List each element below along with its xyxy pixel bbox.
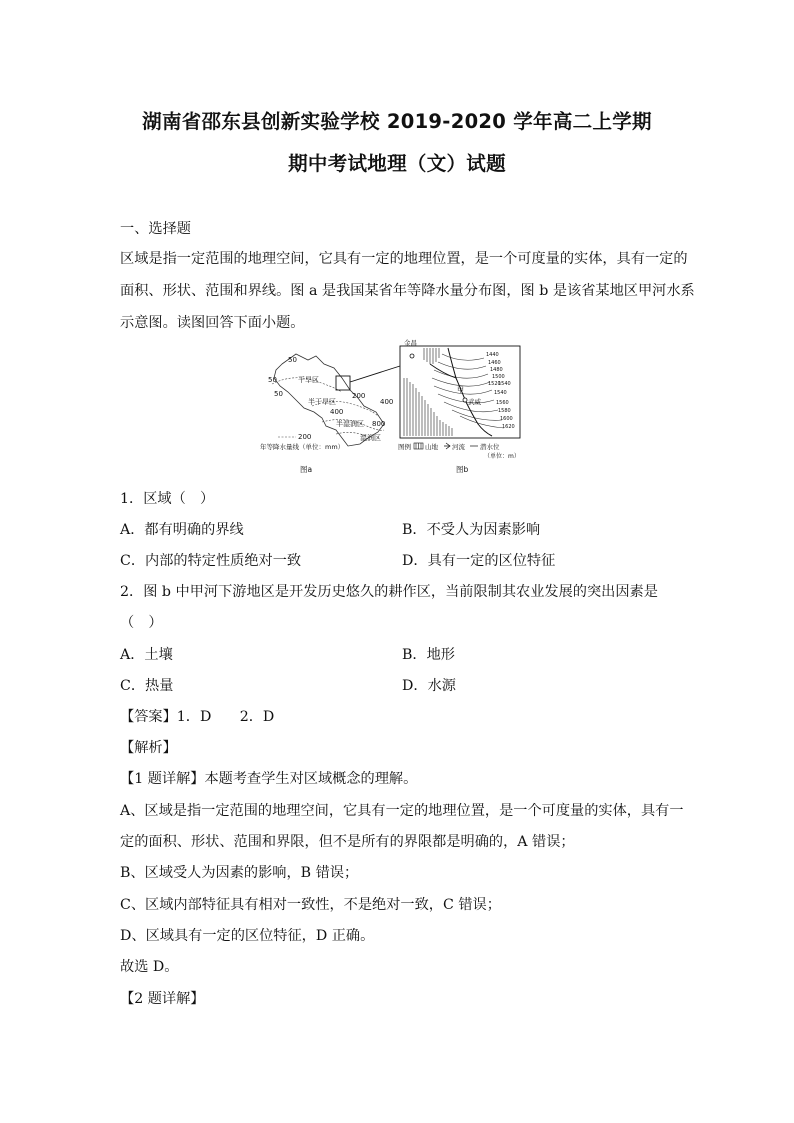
- caption-a: 图a: [300, 465, 313, 474]
- q1-stem: 1．区域（ ）: [120, 491, 215, 507]
- q2-option-c: C．热量: [120, 678, 174, 694]
- label-iso200-a: 200: [352, 392, 366, 400]
- label-humid: 湿润区: [360, 434, 381, 442]
- legend-iso-text: 年等降水量线（单位：mm）: [260, 443, 345, 451]
- q2-option-d: D．水源: [402, 678, 456, 694]
- c1520: 1520: [488, 381, 501, 387]
- legend-river: 河流: [452, 443, 465, 451]
- map-b: [398, 338, 520, 474]
- legend-water: 潜水位: [480, 443, 500, 451]
- legend-unit: （单位：m）: [484, 453, 520, 460]
- legend-iso-value: 200: [298, 433, 312, 441]
- c1440: 1440: [486, 352, 499, 358]
- q1-analysis-heading: 【1 题详解】: [120, 771, 205, 787]
- legend-mountain: 山地: [425, 443, 438, 451]
- section-heading: 一、选择题: [120, 221, 191, 237]
- q1-analysis-line-6: 故选 D。: [120, 959, 179, 975]
- legend-prefix: 图例: [398, 443, 411, 451]
- q1-option-b: B．不受人为因素影响: [402, 522, 541, 538]
- c1580: 1580: [498, 408, 511, 414]
- label-iso400-b: 400: [380, 398, 394, 406]
- label-iso800: 800: [372, 420, 386, 428]
- analysis-heading: 【解析】: [120, 740, 177, 756]
- intro-line-1: 区域是指一定范围的地理空间，它具有一定的地理位置，是一个可度量的实体，具有一定的: [120, 251, 688, 267]
- q1-analysis-lead: [120, 768, 417, 788]
- c1540a: 1540: [498, 381, 511, 387]
- caption-b: 图b: [456, 465, 469, 474]
- selected-region-box: [336, 376, 350, 390]
- q1-analysis-line-5: D、区域具有一定的区位特征，D 正确。: [120, 928, 375, 944]
- q2-option-b: B．地形: [402, 647, 455, 663]
- label-iso50-a: 50: [288, 356, 297, 364]
- label-jinchang: 金昌: [404, 339, 417, 347]
- q1-analysis-line-4: C、区域内部特征具有相对一致性，不是绝对一致，C 错误；: [120, 897, 501, 913]
- c1480: 1480: [490, 367, 503, 373]
- q2-stem-line-1: 2．图 b 中甲河下游地区是开发历史悠久的耕作区，当前限制其农业发展的突出因素是: [120, 584, 658, 600]
- label-wuwei: 武威: [468, 398, 481, 406]
- intro-line-2: 面积、形状、范围和界线。图 a 是我国某省年等降水量分布图，图 b 是该省某地区甲河水系: [120, 283, 695, 299]
- c1500: 1500: [492, 374, 505, 380]
- label-jia: 甲: [457, 386, 464, 394]
- label-semi-arid: 半干旱区: [308, 398, 336, 406]
- q2-option-a: A．土壤: [120, 647, 173, 663]
- q1-analysis-line-3: B、区域受人为因素的影响，B 错误；: [120, 865, 359, 881]
- connector-arrow: [350, 366, 400, 382]
- c1460: 1460: [488, 360, 501, 366]
- c1560: 1560: [496, 400, 509, 406]
- map-a: [260, 354, 400, 474]
- label-arid: 干旱区: [298, 376, 319, 384]
- q1-analysis-line-2: 定的面积、形状、范围和界限，但不是所有的界限都是明确的，A 错误；: [120, 834, 575, 850]
- legend-river-swatch: [444, 443, 450, 449]
- city-wuwei-marker: [463, 398, 467, 402]
- intro-line-3: 示意图。读图回答下面小题。: [120, 315, 305, 331]
- label-iso50-c: 50: [274, 390, 283, 398]
- q2-stem-line-2: （ ）: [120, 615, 163, 631]
- q1-analysis-line-1: A、区域是指一定范围的地理空间，它具有一定的地理位置，是一个可度量的实体，具有一: [120, 803, 684, 819]
- c1620: 1620: [502, 424, 515, 430]
- figure-maps: [252, 334, 542, 480]
- label-semi-humid: 半湿润区: [336, 420, 364, 428]
- answer-line: 【答案】1．D 2．D: [120, 709, 275, 725]
- c1540b: 1540: [494, 390, 507, 396]
- q1-option-d: D．具有一定的区位特征: [402, 553, 556, 569]
- q1-option-a: A．都有明确的界线: [120, 522, 244, 538]
- c1600: 1600: [500, 416, 513, 422]
- title-line-1: 湖南省邵东县创新实验学校 2019-2020 学年高二上学期: [142, 110, 652, 133]
- legend-mountain-swatch: [414, 443, 423, 449]
- label-iso400-a: 400: [330, 408, 344, 416]
- q1-analysis-lead-text: 本题考查学生对区域概念的理解。: [204, 771, 418, 787]
- label-iso50-b: 50: [268, 376, 277, 384]
- q1-option-c: C．内部的特定性质绝对一致: [120, 553, 302, 569]
- title-line-2: 期中考试地理（文）试题: [288, 152, 506, 175]
- q2-analysis-heading: 【2 题详解】: [120, 991, 205, 1007]
